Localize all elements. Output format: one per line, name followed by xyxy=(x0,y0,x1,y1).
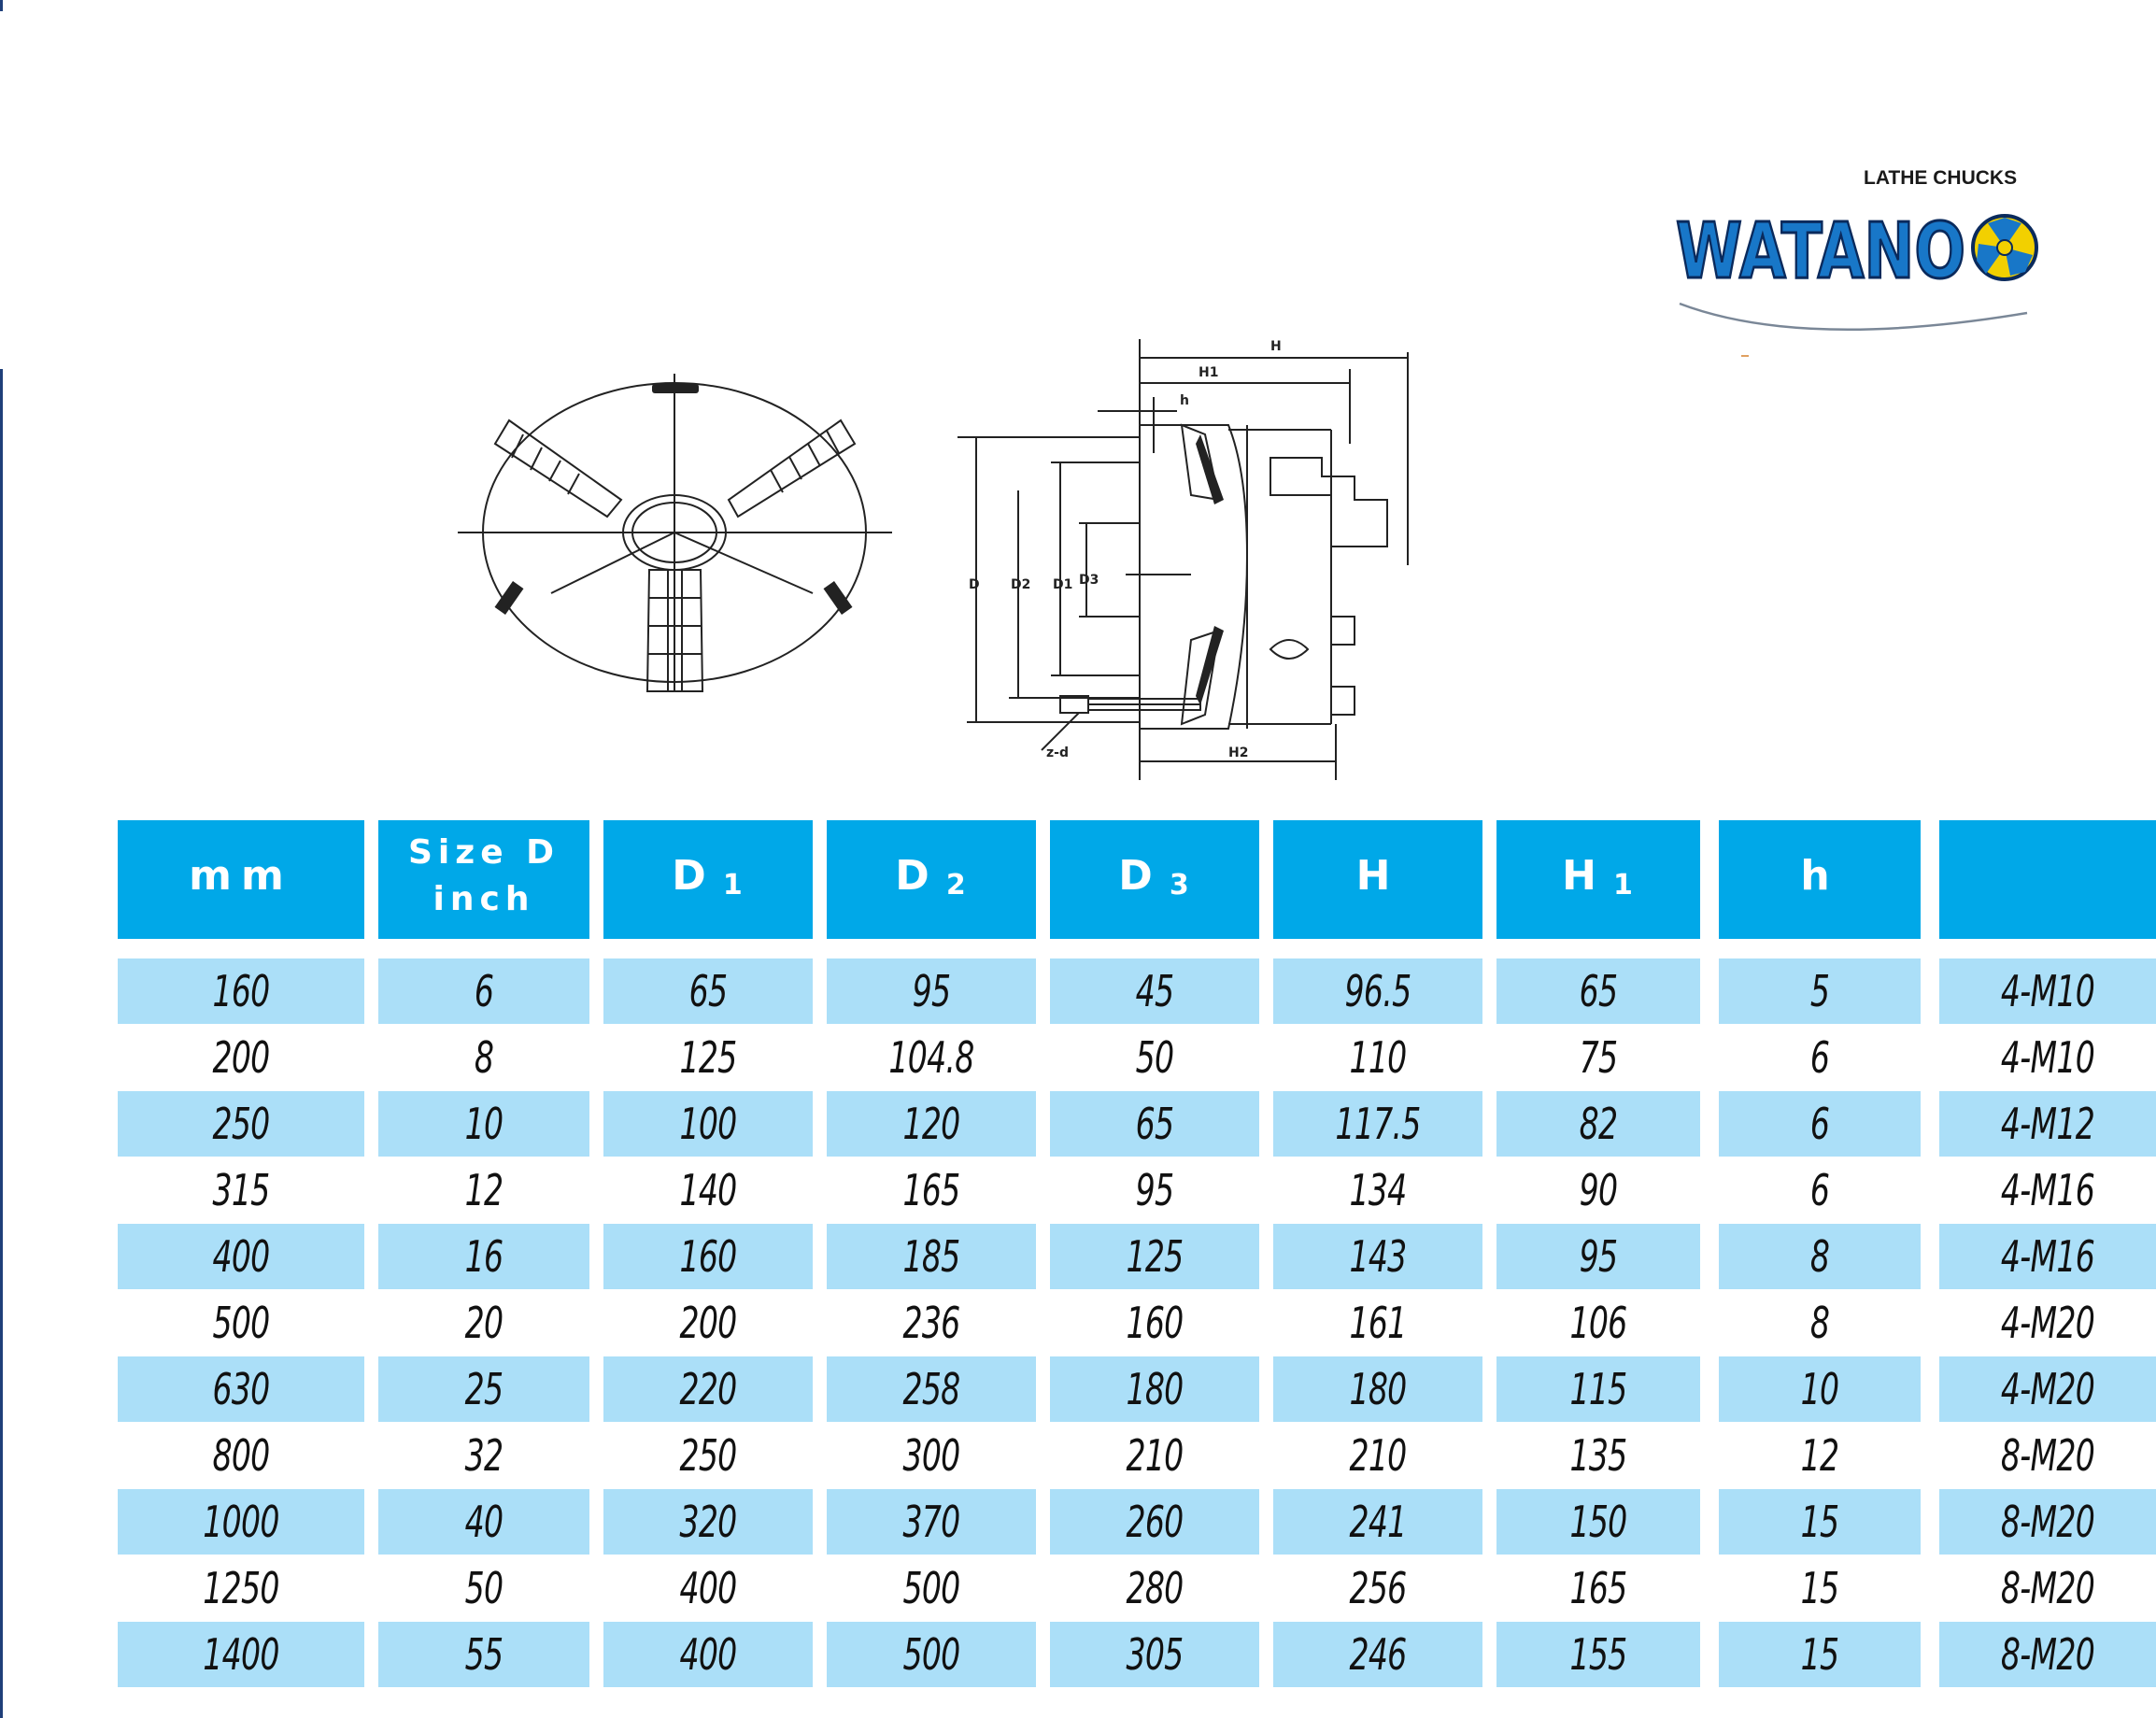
table-cell: 5 xyxy=(1809,966,1830,1016)
table-cell: 95 xyxy=(912,966,951,1016)
table-cell: 4-M20 xyxy=(2000,1364,2095,1414)
header-d3: D 3 xyxy=(1050,820,1259,939)
table-cell: 161 xyxy=(1349,1298,1407,1348)
header-h-small: h xyxy=(1719,820,1921,939)
table-cell: 160 xyxy=(679,1231,737,1282)
table-cell: 140 xyxy=(679,1165,737,1215)
logo-subtitle: LATHE CHUCKS xyxy=(1864,167,2018,189)
table-cell: 220 xyxy=(679,1364,737,1414)
table-cell: 4-M16 xyxy=(2000,1165,2095,1215)
table-cell: 4-M12 xyxy=(2000,1099,2095,1149)
label-zd: z-d xyxy=(1046,745,1069,760)
table-cell: 210 xyxy=(1126,1430,1184,1481)
table-cell: 8-M20 xyxy=(2000,1629,2095,1680)
table-cell: 110 xyxy=(1349,1032,1407,1083)
table-cell: 250 xyxy=(679,1430,737,1481)
table-cell: 8 xyxy=(474,1032,494,1083)
table-cell: 8 xyxy=(1809,1231,1830,1282)
table-cell: 10 xyxy=(464,1099,504,1149)
table-cell: 258 xyxy=(902,1364,960,1414)
table-cell: 4-M10 xyxy=(2000,966,2095,1016)
edge-tick xyxy=(0,0,3,11)
table-cell: 15 xyxy=(1800,1563,1839,1613)
table-row xyxy=(118,1555,2156,1621)
header-size-d-inch: Size D inch xyxy=(378,820,589,939)
table-row xyxy=(118,1622,2156,1687)
table-cell: 4-M16 xyxy=(2000,1231,2095,1282)
table-cell: 200 xyxy=(212,1032,270,1083)
label-H: H xyxy=(1270,339,1282,354)
table-row xyxy=(118,1091,2156,1157)
table-cell: 82 xyxy=(1579,1099,1618,1149)
label-h: h xyxy=(1180,393,1189,408)
table-cell: 6 xyxy=(1809,1032,1830,1083)
table-cell: 117.5 xyxy=(1335,1099,1421,1149)
table-cell: 75 xyxy=(1579,1032,1618,1083)
table-cell: 120 xyxy=(902,1099,960,1149)
table-cell: 50 xyxy=(1135,1032,1174,1083)
table-cell: 8-M20 xyxy=(2000,1563,2095,1613)
chuck-side-view-drawing xyxy=(948,332,1420,789)
table-cell: 25 xyxy=(464,1364,504,1414)
header-h-total: H xyxy=(1273,820,1482,939)
table-cell: 32 xyxy=(464,1430,504,1481)
table-cell: 370 xyxy=(902,1497,960,1547)
table-cell: 256 xyxy=(1349,1563,1407,1613)
left-edge-line xyxy=(0,369,3,1718)
table-cell: 260 xyxy=(1126,1497,1184,1547)
table-row xyxy=(118,1356,2156,1422)
logo-swoosh xyxy=(1680,304,2027,330)
table-cell: 4-M20 xyxy=(2000,1298,2095,1348)
chuck-front-view-drawing xyxy=(458,369,901,696)
table-cell: 16 xyxy=(464,1231,504,1282)
label-D: D xyxy=(969,577,980,592)
label-D3: D3 xyxy=(1079,573,1099,588)
table-cell: 8-M20 xyxy=(2000,1497,2095,1547)
table-cell: 50 xyxy=(464,1563,504,1613)
table-cell: 134 xyxy=(1349,1165,1407,1215)
table-cell: 300 xyxy=(902,1430,960,1481)
table-cell: 180 xyxy=(1126,1364,1184,1414)
table-cell: 305 xyxy=(1126,1629,1184,1680)
table-cell: 12 xyxy=(464,1165,504,1215)
table-cell: 500 xyxy=(212,1298,270,1348)
table-cell: 1400 xyxy=(203,1629,279,1680)
table-row xyxy=(118,1224,2156,1289)
table-cell: 800 xyxy=(212,1430,270,1481)
table-cell: 100 xyxy=(679,1099,737,1149)
table-cell: 6 xyxy=(474,966,494,1016)
table-cell: 95 xyxy=(1579,1231,1618,1282)
table-cell: 400 xyxy=(679,1629,737,1680)
table-cell: 165 xyxy=(1569,1563,1627,1613)
table-cell: 500 xyxy=(902,1563,960,1613)
table-cell: 185 xyxy=(902,1231,960,1282)
label-D1: D1 xyxy=(1053,577,1073,592)
table-cell: 400 xyxy=(212,1231,270,1282)
table-cell: 155 xyxy=(1569,1629,1627,1680)
table-cell: 95 xyxy=(1135,1165,1174,1215)
table-cell: 143 xyxy=(1349,1231,1407,1282)
table-row xyxy=(118,1423,2156,1488)
table-cell: 4-M10 xyxy=(2000,1032,2095,1083)
table-cell: 320 xyxy=(679,1497,737,1547)
table-cell: 8 xyxy=(1809,1298,1830,1348)
table-cell: 6 xyxy=(1809,1099,1830,1149)
table-cell: 6 xyxy=(1809,1165,1830,1215)
table-cell: 250 xyxy=(212,1099,270,1149)
table-cell: 210 xyxy=(1349,1430,1407,1481)
table-row xyxy=(118,1157,2156,1223)
table-cell: 400 xyxy=(679,1563,737,1613)
table-cell: 115 xyxy=(1569,1364,1627,1414)
table-cell: 90 xyxy=(1579,1165,1618,1215)
label-D2: D2 xyxy=(1011,577,1031,592)
header-mm: mm xyxy=(118,820,364,939)
table-cell: 125 xyxy=(679,1032,737,1083)
table-row xyxy=(118,1489,2156,1555)
header-h1: H 1 xyxy=(1496,820,1700,939)
propeller-icon xyxy=(1973,216,2036,279)
table-cell: 200 xyxy=(679,1298,737,1348)
brand-logo xyxy=(1672,163,2055,360)
table-cell: 104.8 xyxy=(888,1032,974,1083)
table-cell: 150 xyxy=(1569,1497,1627,1547)
table-cell: 15 xyxy=(1800,1497,1839,1547)
table-header-row xyxy=(118,820,2156,939)
table-cell: 165 xyxy=(902,1165,960,1215)
table-cell: 40 xyxy=(464,1497,504,1547)
table-cell: 10 xyxy=(1800,1364,1839,1414)
table-cell: 1000 xyxy=(203,1497,279,1547)
table-cell: 45 xyxy=(1135,966,1174,1016)
table-row xyxy=(118,1290,2156,1356)
table-cell: 20 xyxy=(464,1298,504,1348)
table-cell: 160 xyxy=(1126,1298,1184,1348)
label-H1: H1 xyxy=(1199,365,1219,380)
table-cell: 15 xyxy=(1800,1629,1839,1680)
table-cell: 125 xyxy=(1126,1231,1184,1282)
table-cell: 160 xyxy=(212,966,270,1016)
table-cell: 106 xyxy=(1569,1298,1627,1348)
header-d2: D 2 xyxy=(827,820,1036,939)
table-row xyxy=(118,958,2156,1024)
table-cell: 96.5 xyxy=(1344,966,1411,1016)
table-cell: 241 xyxy=(1349,1497,1407,1547)
table-cell: 280 xyxy=(1126,1563,1184,1613)
table-cell: 246 xyxy=(1349,1629,1407,1680)
table-row xyxy=(118,1025,2156,1090)
table-cell: 65 xyxy=(1135,1099,1174,1149)
table-cell: 55 xyxy=(464,1629,504,1680)
table-cell: 315 xyxy=(212,1165,270,1215)
header-bolts xyxy=(1939,820,2156,939)
table-cell: 65 xyxy=(1579,966,1618,1016)
table-cell: 135 xyxy=(1569,1430,1627,1481)
table-cell: 12 xyxy=(1800,1430,1839,1481)
table-cell: 630 xyxy=(212,1364,270,1414)
header-d1: D 1 xyxy=(603,820,813,939)
table-cell: 65 xyxy=(688,966,728,1016)
watano-wordmark xyxy=(1672,163,2055,360)
table-cell: 180 xyxy=(1349,1364,1407,1414)
label-H2: H2 xyxy=(1228,745,1249,760)
table-cell: 1250 xyxy=(203,1563,279,1613)
logo-text: WATANO xyxy=(1676,207,1965,296)
table-cell: 500 xyxy=(902,1629,960,1680)
table-cell: 236 xyxy=(902,1298,960,1348)
table-cell: 8-M20 xyxy=(2000,1430,2095,1481)
